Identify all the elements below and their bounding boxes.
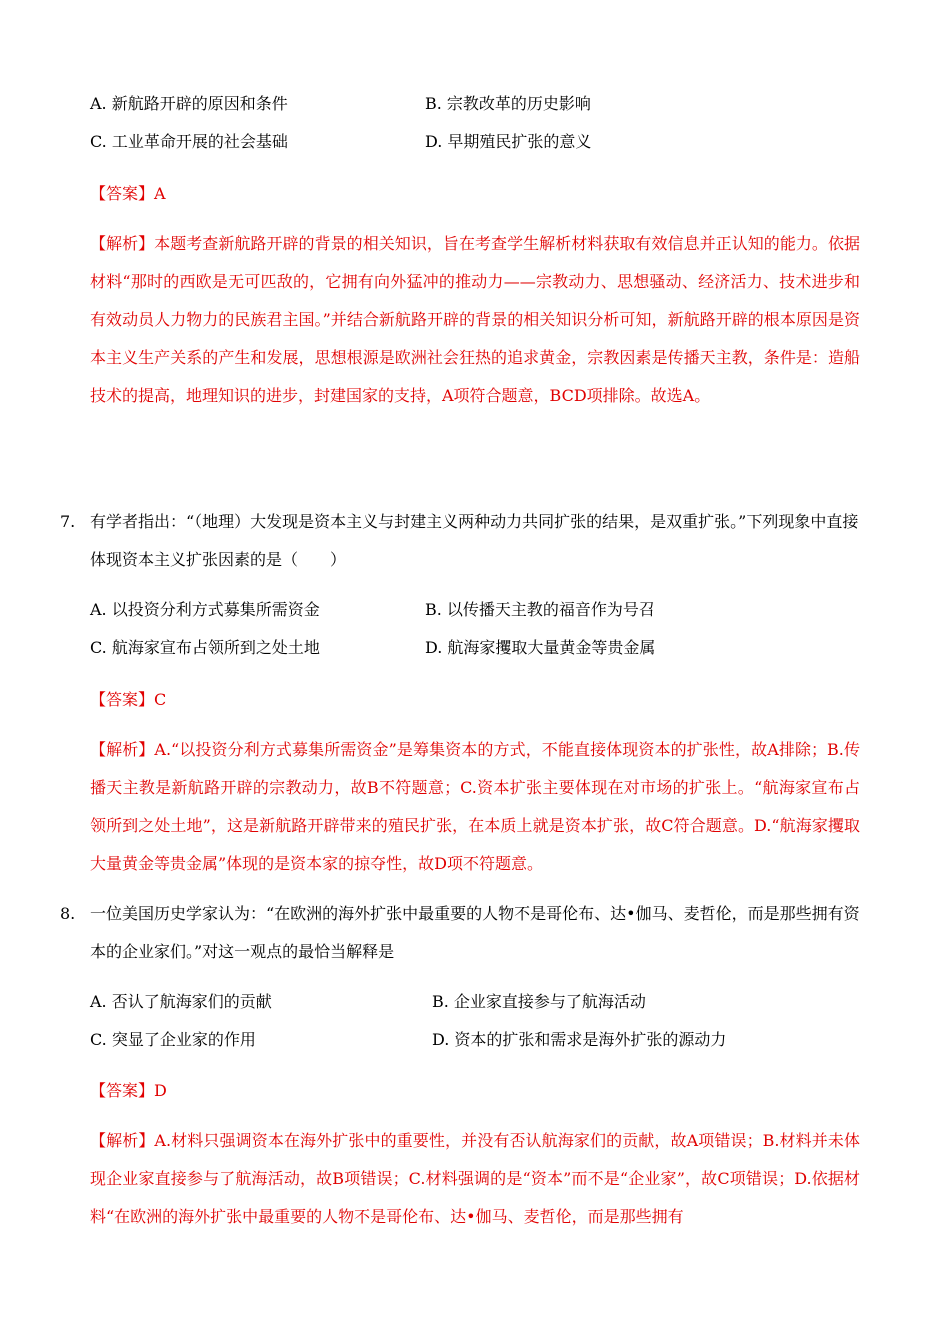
q6-option-a: A. 新航路开辟的原因和条件 (90, 94, 288, 113)
q7-answer: 【答案】C (90, 690, 167, 709)
q8-option-b: B. 企业家直接参与了航海活动 (432, 992, 646, 1011)
q7-option-c: C. 航海家宣布占领所到之处土地 (90, 638, 320, 657)
q8-number: 8. (60, 904, 76, 923)
q7-stem: 有学者指出：“（地理）大发现是资本主义与封建主义两种动力共同扩张的结果，是双重扩张。”下列现象中直接体现资本主义扩张因素的是（ ） (90, 512, 859, 569)
q7-option-d: D. 航海家攫取大量黄金等贵金属 (425, 638, 656, 657)
q8-analysis: 【解析】A.材料只强调资本在海外扩张中的重要性，并没有否认航海家们的贡献，故A项错误；B.材料并未体现企业家直接参与了航海活动，故B项错误；C.材料强调的是“资本”而不是“企业家”，故C项错误；D.依据材料“在欧洲的海外扩张中最重要的人物不是哥伦布、达•伽马、麦哲伦，而是那些拥有 (90, 1131, 860, 1226)
q8-option-d: D. 资本的扩张和需求是海外扩张的源动力 (432, 1030, 727, 1049)
q7-number: 7. (60, 512, 76, 531)
q6-answer: 【答案】A (90, 184, 166, 203)
q6-analysis: 【解析】本题考查新航路开辟的背景的相关知识，旨在考查学生解析材料获取有效信息并正认知的能力。依据材料“那时的西欧是无可匹敌的，它拥有向外猛冲的推动力——宗教动力、思想骚动、经济活力、技术进步和有效动员人力物力的民族君主国。”并结合新航路开辟的背景的相关知识分析可知，新航路开辟的根本原因是资本主义生产关系的产生和发展，思想根源是欧洲社会狂热的追求黄金，宗教因素是传播天主教，条件是：造船技术的提高，地理知识的进步，封建国家的支持，A项符合题意，BCD项排除。故选A。 (90, 234, 860, 405)
q6-option-d: D. 早期殖民扩张的意义 (425, 132, 592, 151)
q8-option-c: C. 突显了企业家的作用 (90, 1030, 256, 1049)
q7-analysis: 【解析】A.“以投资分利方式募集所需资金”是筹集资本的方式，不能直接体现资本的扩张性，故A排除；B.传播天主教是新航路开辟的宗教动力，故B不符题意；C.资本扩张主要体现在对市场的扩张上。“航海家宣布占领所到之处土地”，这是新航路开辟带来的殖民扩张，在本质上就是资本扩张，故C符合题意。D.“航海家攫取大量黄金等贵金属”体现的是资本家的掠夺性，故D项不符题意。 (90, 740, 860, 873)
q8-stem: 一位美国历史学家认为：“在欧洲的海外扩张中最重要的人物不是哥伦布、达•伽马、麦哲伦，而是那些拥有资本的企业家们。”对这一观点的最恰当解释是 (90, 904, 860, 961)
q8-option-a: A. 否认了航海家们的贡献 (90, 992, 272, 1011)
q7-option-b: B. 以传播天主教的福音作为号召 (425, 600, 655, 619)
q7-option-a: A. 以投资分利方式募集所需资金 (90, 600, 320, 619)
q8-answer: 【答案】D (90, 1081, 167, 1100)
q6-option-c: C. 工业革命开展的社会基础 (90, 132, 288, 151)
q6-option-b: B. 宗教改革的历史影响 (425, 94, 591, 113)
